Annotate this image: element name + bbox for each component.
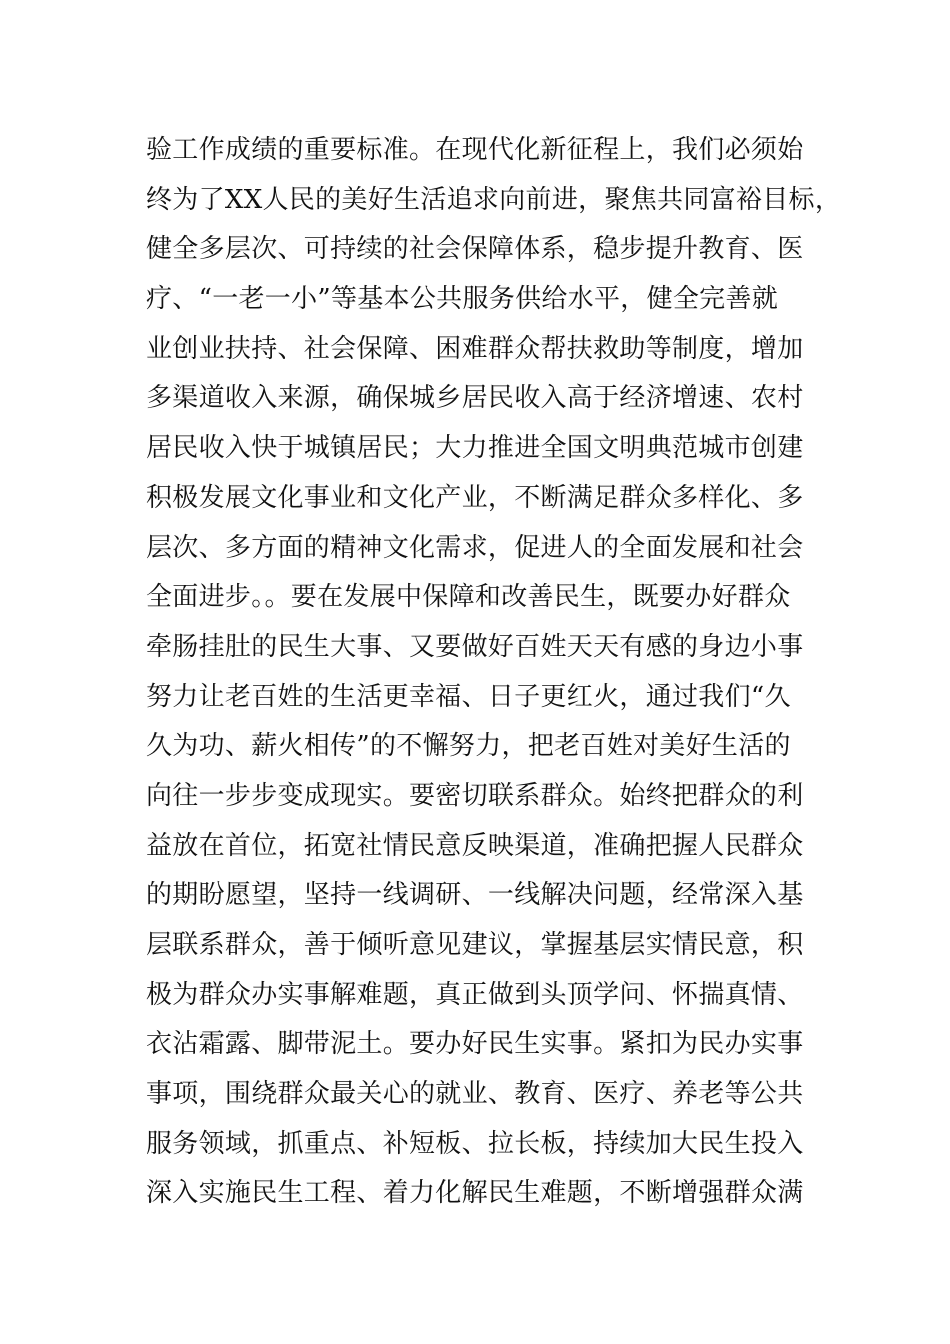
text-line: 积极发展文化事业和文化产业，不断满足群众多样化、多	[146, 482, 804, 513]
body-text	[146, 126, 846, 1219]
text-line: 业创业扶持、社会保障、困难群众帮扶救助等制度，增加	[146, 333, 804, 364]
text-line: 的期盼愿望，坚持一线调研、一线解决问题，经常深入基	[146, 880, 804, 911]
text-line: 验工作成绩的重要标准。在现代化新征程上，我们必须始	[146, 135, 804, 165]
text-line: 多渠道收入来源，确保城乡居民收入高于经济增速、农村	[146, 383, 804, 414]
text-line: 牵肠挂肚的民生大事、又要做好百姓天天有感的身边小事	[146, 631, 804, 662]
text-line: 努力让老百姓的生活更幸福、日子更红火，通过我们“久	[146, 681, 791, 712]
text-line: 健全多层次、可持续的社会保障体系，稳步提升教育、医	[146, 234, 804, 265]
text-line: 衣沾霜露、脚带泥土。要办好民生实事。紧扣为民办实事	[146, 1029, 804, 1060]
text-line: 终为了XX人民的美好生活追求向前进，聚焦共同富裕目标，	[146, 184, 842, 215]
text-line: 居民收入快于城镇居民；大力推进全国文明典范城市创建	[146, 433, 804, 464]
text-line: 层次、多方面的精神文化需求，促进人的全面发展和社会	[146, 532, 804, 563]
text-line: 全面进步。。要在发展中保障和改善民生，既要办好群众	[146, 582, 791, 613]
text-line: 向往一步步变成现实。要密切联系群众。始终把群众的利	[146, 780, 804, 811]
text-line: 深入实施民生工程、着力化解民生难题，不断增强群众满	[146, 1178, 804, 1209]
text-line: 极为群众办实事解难题，真正做到头顶学问、怀揣真情、	[146, 979, 804, 1010]
text-line: 益放在首位，拓宽社情民意反映渠道，准确把握人民群众	[146, 830, 804, 861]
text-line: 事项，围绕群众最关心的就业、教育、医疗、养老等公共	[146, 1079, 804, 1110]
text-line: 疗、“一老一小”等基本公共服务供给水平，健全完善就	[146, 284, 779, 315]
text-line: 久为功、薪火相传”的不懈努力，把老百姓对美好生活的	[146, 731, 791, 762]
text-line: 层联系群众，善于倾听意见建议，掌握基层实情民意，积	[146, 930, 804, 960]
text-line: 服务领域，抓重点、补短板、拉长板，持续加大民生投入	[146, 1128, 804, 1159]
